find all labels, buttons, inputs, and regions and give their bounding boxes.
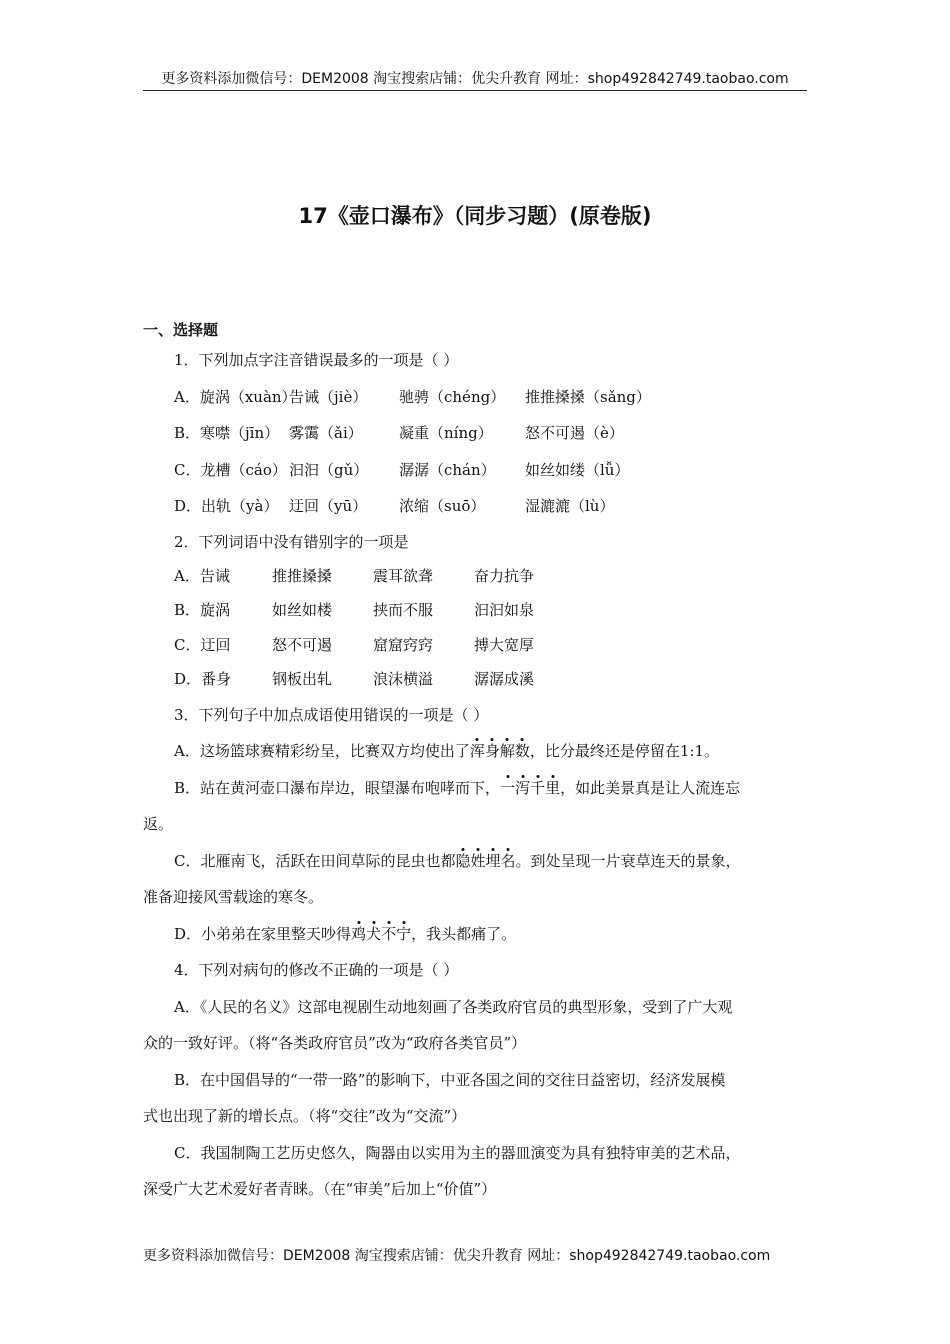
page-header: 更多资料添加微信号：DEM2008 淘宝搜索店铺：优尖升教育 网址：shop492842749.taobao.com [143, 68, 807, 91]
question-1-option-c [143, 452, 807, 489]
question-4-option-c-cont: 深受广大艺术爱好者青睐。（在“审美”后加上“价值”） [143, 1180, 497, 1198]
dotted-char: 浑 [469, 742, 485, 760]
question-3-option-d [143, 916, 807, 953]
question-3-option-b-cont: 返。 [143, 815, 174, 833]
option-cell: 推推搡搡 [272, 566, 333, 585]
dotted-char: 解 [499, 742, 515, 760]
question-2-option-d [143, 662, 807, 697]
option-text: A．这场篮球赛精彩纷呈，比赛双方均使出了 [174, 742, 470, 760]
question-1-option-a [143, 379, 807, 416]
dotted-char: 里 [545, 778, 561, 797]
question-2-option-a [143, 559, 807, 594]
option-cell: 震耳欲聋 [373, 566, 434, 585]
question-3-stem: 3．下列句子中加点成语使用错误的一项是（ ） [174, 705, 489, 724]
option-cell: 推推搡搡（sǎng） [525, 387, 651, 406]
option-cell: 如丝如缕（lǚ） [525, 460, 630, 479]
option-cell: B．寒噤（jīn） [174, 424, 280, 442]
option-cell: 浪沫横溢 [373, 670, 434, 688]
question-2-option-b [143, 593, 807, 628]
question-4-stem: 4．下列对病句的修改不正确的一项是（ ） [174, 961, 459, 979]
question-4-option-a: A．《人民的名义》这部电视剧生动地刻画了各类政府官员的典型形象，受到了广大观 [174, 997, 733, 1016]
question-4-option-c: C．我国制陶工艺历史悠久，陶器由以实用为主的器皿演变为具有独特审美的艺术品， [174, 1143, 741, 1162]
dotted-idiom [351, 925, 411, 943]
question-3-option-b [143, 770, 807, 807]
dotted-char: 隐 [455, 851, 471, 870]
option-cell: A．告诫 [174, 566, 230, 585]
dotted-char: 鸡 [351, 924, 367, 943]
dotted-char: 泻 [515, 778, 531, 797]
option-cell: 告诫（jiè） [289, 387, 368, 406]
question-4-option-a-cont: 众的一致好评。（将“各类政府官员”改为“政府各类官员”） [143, 1034, 527, 1052]
question-4-option-b: B．在中国倡导的“一带一路”的影响下，中亚各国之间的交往日益密切，经济发展模 [174, 1070, 726, 1089]
document-body [143, 318, 807, 1208]
option-cell: 怒不可遏（è） [525, 424, 624, 442]
dotted-char: 犬 [366, 924, 382, 943]
question-1-stem: 1．下列加点字注音错误最多的一项是（ ） [174, 351, 459, 369]
option-cell: C．迂回 [174, 635, 231, 654]
option-cell: 凝重（níng） [399, 424, 493, 442]
option-cell: 如丝如楼 [272, 601, 333, 619]
option-cell: D．出轨（yà） [174, 497, 279, 515]
option-cell: 窟窟窍窍 [373, 635, 434, 654]
dotted-char: 宁 [396, 924, 412, 943]
section-heading: 一、选择题 [143, 321, 219, 339]
option-cell: A．旋涡（xuàn） [174, 387, 297, 406]
option-cell: 湿漉漉（lù） [525, 497, 615, 515]
page-title: 17《壶口瀑布》（同步习题）(原卷版) [298, 204, 652, 228]
question-1-option-b [143, 415, 807, 452]
option-cell: 怒不可遏 [272, 635, 333, 654]
option-cell: 汩汩如泉 [474, 601, 535, 619]
option-cell: 潺潺成溪 [474, 670, 535, 688]
question-3-option-c [143, 843, 807, 880]
dotted-char: 名 [500, 851, 516, 870]
option-cell: 浓缩（suō） [399, 497, 486, 515]
option-cell: 迂回（yū） [289, 497, 368, 515]
question-1-option-d [143, 488, 807, 525]
dotted-char: 千 [530, 778, 546, 797]
question-3-option-c-cont: 准备迎接风雪载途的寒冬。 [143, 888, 324, 906]
question-2-stem: 2．下列词语中没有错别字的一项是 [174, 532, 409, 551]
dotted-char: 一 [500, 778, 516, 797]
option-cell: 驰骋（chéng） [399, 387, 506, 406]
option-text: B．站在黄河壶口瀑布岸边，眼望瀑布咆哮而下， [174, 778, 501, 797]
question-3-option-a [143, 733, 807, 770]
dotted-char: 不 [381, 924, 397, 943]
option-cell: 奋力抗争 [474, 566, 535, 585]
dotted-idiom [470, 742, 530, 760]
option-cell: 雾霭（ǎi） [289, 424, 363, 442]
question-2-option-c [143, 628, 807, 663]
dotted-idiom [500, 779, 560, 797]
dotted-char: 身 [484, 742, 500, 760]
option-cell: B．旋涡 [174, 601, 231, 619]
option-cell: 潺潺（chán） [399, 460, 496, 479]
option-cell: 挟而不服 [373, 601, 434, 619]
option-text: ，如此美景真是让人流连忘 [560, 778, 741, 797]
option-cell: D．番身 [174, 670, 232, 688]
option-cell: 搏大宽厚 [474, 635, 535, 654]
option-text: 。到处呈现一片衰草连天的景象， [515, 851, 741, 870]
option-cell: C．龙槽（cáo） [174, 460, 287, 479]
page-footer: 更多资料添加微信号：DEM2008 淘宝搜索店铺：优尖升教育 网址：shop492842749.taobao.com [143, 1248, 771, 1264]
option-text: ，比分最终还是停留在1:1。 [529, 742, 720, 760]
dotted-char: 数 [514, 742, 530, 760]
option-text: D．小弟弟在家里整天吵得 [174, 924, 352, 943]
dotted-idiom [455, 852, 515, 870]
question-4-option-b-cont: 式也出现了新的增长点。（将“交往”改为“交流”） [143, 1107, 467, 1125]
dotted-char: 姓 [470, 851, 486, 870]
option-text: C．北雁南飞，活跃在田间草际的昆虫也都 [174, 851, 456, 870]
option-cell: 汩汩（gǔ） [289, 460, 369, 479]
option-cell: 钢板出轧 [272, 670, 333, 688]
dotted-char: 埋 [485, 851, 501, 870]
option-text: ，我头都痛了。 [411, 924, 517, 943]
